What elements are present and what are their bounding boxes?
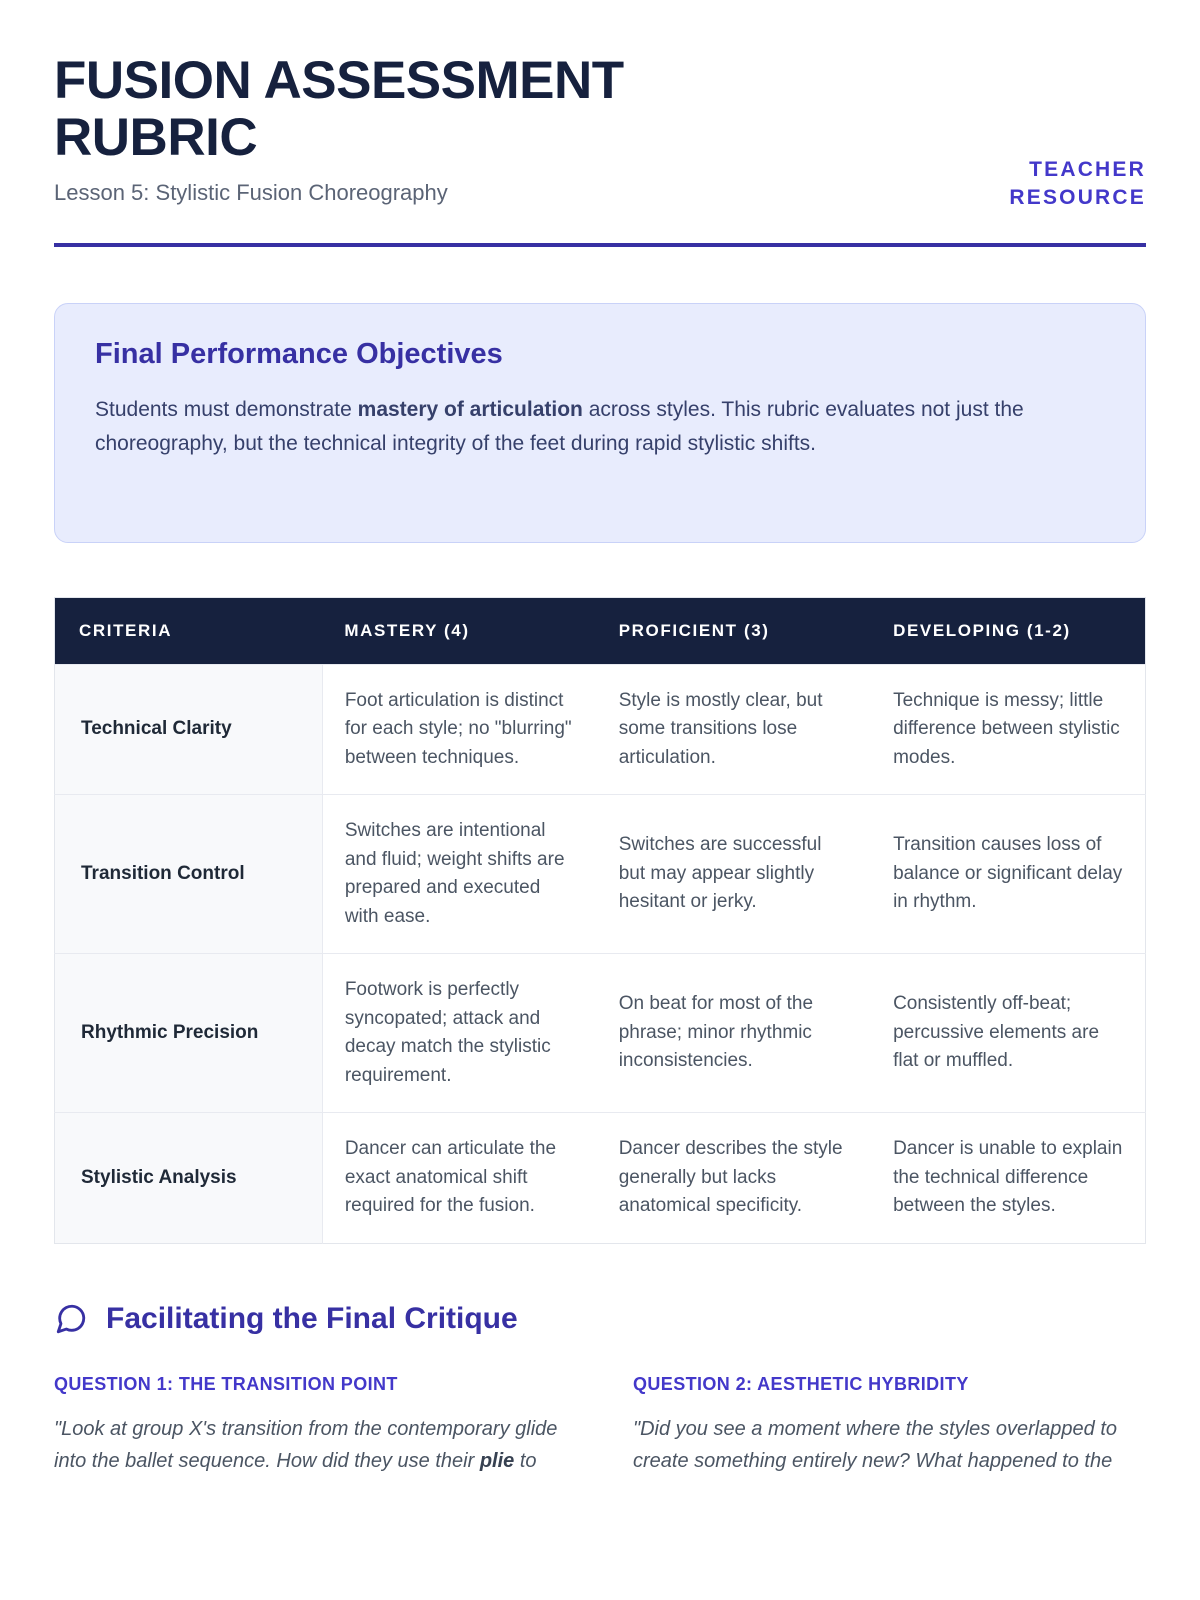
rubric-table-body [55,664,1146,1243]
objectives-callout [54,303,1146,543]
objectives-body [95,393,1095,462]
cell-developing: Technique is messy; little difference between stylistic modes. [871,664,1145,795]
resource-badge-line-2: RESOURCE [1009,186,1146,210]
cell-mastery: Dancer can articulate the exact anatomical shift required for the fusion. [322,1113,596,1244]
cell-developing: Transition causes loss of balance or significant delay in rhythm. [871,795,1145,954]
cell-mastery: Switches are intentional and fluid; weight shifts are prepared and executed with ease. [322,795,596,954]
row-criteria-label: Technical Clarity [55,664,323,795]
question-2-label: QUESTION 2: AESTHETIC HYBRIDITY [633,1373,969,1394]
column-header-proficient: PROFICIENT (3) [597,597,871,664]
question-2-text-part1: "Did you see a moment where the styles overlapped to create something entirely new? What happened to the [633,1417,1118,1473]
cell-mastery: Foot articulation is distinct for each style; no "blurring" between techniques. [322,664,596,795]
critique-question-2 [633,1374,1146,1478]
critique-heading-row [54,1302,1146,1336]
page-subtitle: Lesson 5: Stylistic Fusion Choreography [54,180,448,206]
cell-proficient: Switches are successful but may appear slightly hesitant or jerky. [597,795,871,954]
row-criteria-label: Rhythmic Precision [55,954,323,1113]
cell-developing: Consistently off-beat; percussive elements are flat or muffled. [871,954,1145,1113]
column-header-criteria: CRITERIA [55,597,323,664]
table-row [55,664,1146,795]
question-1-text [54,1413,567,1478]
cell-mastery: Footwork is perfectly syncopated; attack and decay match the stylistic requirement. [322,954,596,1113]
objectives-body-part2: across styles. This rubric evaluates not just the choreography, but the technical integrity of the feet during rapid stylistic shifts. [95,397,1024,456]
resource-badge [1009,52,1146,213]
question-1-label: QUESTION 1: THE TRANSITION POINT [54,1373,398,1394]
critique-question-grid [54,1374,1146,1478]
column-header-developing: DEVELOPING (1-2) [871,597,1145,664]
question-1-text-part1: "Look at group X's transition from the contemporary glide into the ballet sequence. How did they use their [54,1417,558,1473]
table-row [55,795,1146,954]
objectives-body-emphasis: mastery of articulation [357,397,583,421]
cell-proficient: Style is mostly clear, but some transitions lose articulation. [597,664,871,795]
speech-bubble-icon [54,1302,88,1336]
rubric-table-head [55,597,1146,664]
header-left-block [54,52,814,206]
objectives-title: Final Performance Objectives [95,337,503,370]
cell-developing: Dancer is unable to explain the technical difference between the styles. [871,1113,1145,1244]
rubric-table [54,597,1146,1244]
critique-title: Facilitating the Final Critique [106,1301,518,1335]
question-1-text-part2: to [514,1450,537,1473]
column-header-mastery: MASTERY (4) [322,597,596,664]
objectives-body-part1: Students must demonstrate [95,397,358,421]
table-row [55,954,1146,1113]
table-header-row [55,597,1146,664]
question-1-term: plie [479,1450,515,1473]
table-row [55,1113,1146,1244]
resource-badge-line-1: TEACHER [1029,158,1146,181]
question-2-text [633,1413,1146,1478]
row-criteria-label: Stylistic Analysis [55,1113,323,1244]
document-header [54,52,1146,213]
critique-question-1 [54,1374,567,1478]
cell-proficient: Dancer describes the style generally but lacks anatomical specificity. [597,1113,871,1244]
row-criteria-label: Transition Control [55,795,323,954]
page-title: FUSION ASSESSMENT RUBRIC [54,51,624,168]
header-divider [54,243,1146,247]
critique-section [54,1302,1146,1478]
cell-proficient: On beat for most of the phrase; minor rhythmic inconsistencies. [597,954,871,1113]
